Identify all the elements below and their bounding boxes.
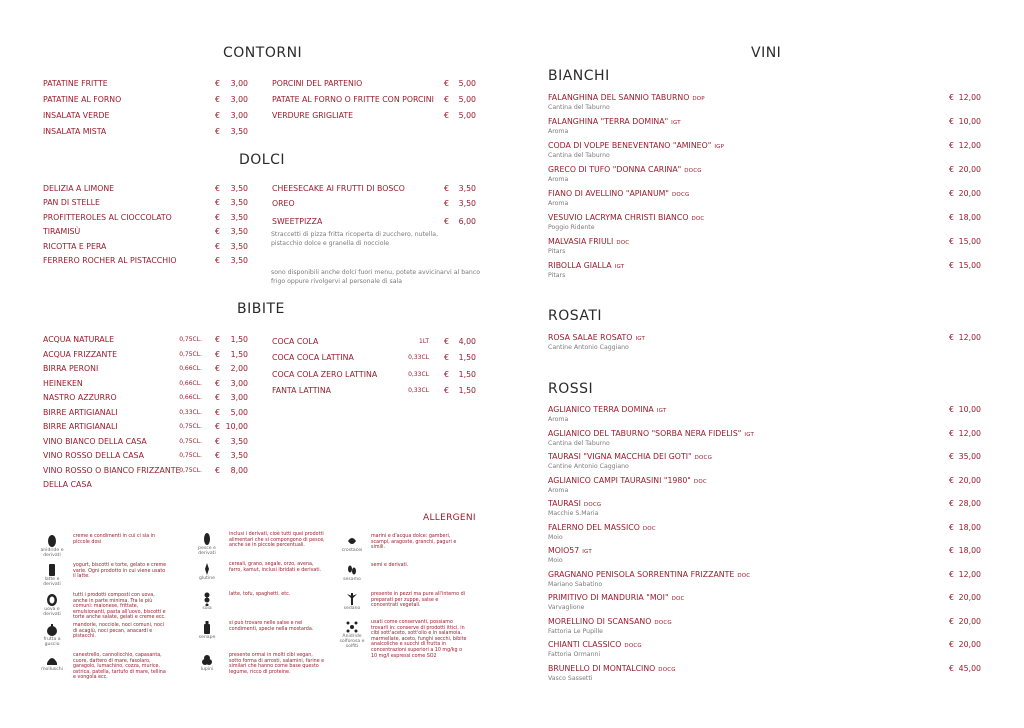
euro-sign: € — [444, 369, 449, 379]
menu-item-size: 0,33CL — [408, 386, 429, 394]
menu-item-name: BIRRE ARTIGIANALI — [43, 407, 118, 417]
menu-item-name: PATATE AL FORNO O FRITTE CON PORCINI — [272, 95, 434, 104]
wine-denomination: DOCG — [583, 502, 602, 508]
euro-sign: € — [949, 640, 954, 649]
wine-producer: Cantina del Taburno — [548, 439, 610, 447]
wine-name: FALERNO DEL MASSICO DOC — [548, 522, 656, 532]
wine-price: 10,00 — [958, 117, 981, 126]
wine-denomination: IGT — [582, 549, 592, 555]
menu-item-name: COCA COLA ZERO LATTINA — [272, 369, 378, 379]
wine-price: 20,00 — [958, 189, 981, 198]
euro-sign: € — [949, 93, 954, 102]
wine-denomination: DOCG — [672, 192, 690, 198]
mustard-jar-icon — [201, 620, 213, 634]
menu-item-size: 0,33CL — [408, 354, 429, 362]
shellfish-icon — [46, 652, 58, 666]
euro-sign: € — [949, 117, 954, 126]
wine-producer: Aroma — [548, 200, 569, 207]
euro-sign: € — [949, 475, 954, 485]
allergen-description: yogurt, biscotti e torte, gelato e creme varie. Ogni prodotto in cui viene usato il latte. — [73, 563, 167, 580]
euro-sign: € — [949, 616, 954, 626]
menu-item-name: INSALATA VERDE — [43, 111, 110, 120]
wine-producer: Pitars — [548, 248, 566, 255]
menu-item-name: TIRAMISÙ — [43, 227, 81, 237]
allergen-label: anidride e derivati — [40, 548, 64, 558]
bibite-title: BIBITE — [237, 301, 285, 317]
menu-item-name: SWEETPIZZA — [272, 217, 323, 226]
wine-name: TAURASI DOCG — [548, 499, 602, 508]
allergen-label: latte e derivati — [43, 577, 61, 587]
menu-item-name: ACQUA NATURALE — [43, 335, 115, 344]
euro-sign: € — [949, 452, 954, 461]
vini-title: VINI — [751, 45, 782, 61]
peanut-icon — [46, 533, 58, 547]
wine-denomination: IGT — [614, 264, 625, 270]
allergen-description: presente in pezzi ma pure all'interno di preparati per zuppe, salse e concentrati vegetali. — [371, 592, 465, 609]
menu-item-size: 0,66CL. — [179, 394, 202, 401]
menu-item-name: FERRERO ROCHER AL PISTACCHIO — [43, 256, 177, 265]
wine-price: 15,00 — [958, 261, 981, 270]
wine-denomination: DOCG — [658, 666, 676, 673]
euro-sign: € — [949, 663, 954, 673]
wine-name: CHIANTI CLASSICO DOCG — [548, 640, 642, 649]
allergen-label: pesce e derivati — [198, 546, 216, 556]
menu-item-name: COCA COLA — [272, 337, 319, 346]
allergen-label: lupini — [200, 667, 214, 672]
menu-item-price: 3,50 — [458, 184, 476, 193]
wine-denomination: DOP — [692, 96, 705, 102]
menu-item-name: VINO BIANCO DELLA CASA — [43, 436, 147, 446]
menu-item-price: 6,00 — [458, 217, 476, 226]
menu-item-price: 3,00 — [230, 95, 248, 104]
menu-item-name: CHEESECAKE AI FRUTTI DI BOSCO — [272, 184, 405, 193]
wine-price: 35,00 — [958, 452, 981, 461]
euro-sign: € — [215, 241, 220, 251]
wine-denomination: DOCG — [654, 619, 672, 626]
wine-producer: Moio — [548, 533, 563, 541]
wheat-icon — [201, 561, 213, 575]
allergen-description: inclusi i derivati, cioè tutti quei prodotti alimentari che si compongono di pesce, anche se in piccole percentuali. — [229, 532, 325, 549]
euro-sign: € — [444, 217, 449, 226]
menu-item-price: 1,50 — [458, 385, 476, 395]
menu-item-price: 3,50 — [458, 199, 476, 208]
menu-item-name: INSALATA MISTA — [43, 127, 107, 136]
wine-denomination: IGT — [635, 336, 646, 342]
dolci-title: DOLCI — [239, 152, 286, 168]
allergen-description: latte, tofu, spaghetti, etc. — [229, 592, 291, 597]
menu-item-name: PATATINE FRITTE — [43, 79, 108, 88]
menu-item-price: 8,00 — [230, 465, 248, 475]
euro-sign: € — [444, 337, 449, 346]
euro-sign: € — [215, 422, 220, 431]
allergen-description: creme e condimenti in cui ci sia in piccole dosi — [73, 534, 156, 545]
menu-item-name: DELIZIA A LIMONE — [43, 184, 115, 193]
allergen-description: canestrello, cannolicchio, capasanta, cuore, dattero di mare, fasolaro, garagolo, lumachino, cozza, murice, ostrica, patella, tartufo di mare, tellina e vongola ecc. — [73, 653, 166, 681]
wine-price: 12,00 — [958, 141, 981, 150]
wine-denomination: DOC — [671, 596, 685, 602]
menu-item-size: 1LT — [419, 338, 429, 345]
menu-item-price: 3,50 — [230, 184, 248, 193]
euro-sign: € — [215, 465, 220, 475]
euro-sign: € — [215, 184, 220, 193]
menu-item-name: FANTA LATTINA — [272, 385, 332, 395]
wine-name: TAURASI "VIGNA MACCHIA DEI GOTI" DOCG — [548, 452, 713, 461]
menu-item-price: 5,00 — [458, 111, 476, 120]
wine-name: BRUNELLO DI MONTALCINO DOCG — [548, 663, 676, 673]
wine-name: FIANO DI AVELLINO "APIANUM" DOCG — [548, 189, 690, 198]
menu-item-name: OREO — [272, 199, 295, 208]
euro-sign: € — [949, 333, 954, 342]
euro-sign: € — [949, 593, 954, 602]
euro-sign: € — [215, 349, 220, 359]
wine-name: AGLIANICO TERRA DOMINA IGT — [548, 405, 667, 414]
euro-sign: € — [444, 79, 449, 88]
wine-denomination: IGT — [656, 408, 667, 414]
euro-sign: € — [949, 405, 954, 414]
euro-sign: € — [444, 385, 449, 395]
wine-denomination: DOC — [616, 240, 630, 246]
euro-sign: € — [215, 378, 220, 388]
euro-sign: € — [444, 199, 449, 208]
wine-producer: Pitars — [548, 272, 566, 279]
menu-item-price: 3,00 — [230, 393, 248, 402]
menu-item-size: 0,75CL. — [179, 423, 202, 430]
wine-name: PRIMITIVO DI MANDURIA "MOI" DOC — [548, 593, 685, 602]
allergen-description: presente ormai in molti cibi vegan, sotto forma di arrosti, salamini, farine e similari che hanno come base questo legume, ricco di proteine. — [229, 653, 325, 675]
menu-item-price: 1,50 — [230, 349, 248, 359]
celery-icon — [346, 591, 358, 605]
allergen-description: semi e derivati. — [371, 563, 409, 568]
euro-sign: € — [215, 95, 220, 104]
wine-name: MALVASIA FRIULI DOC — [548, 237, 630, 246]
menu-item-price: 3,50 — [230, 256, 248, 265]
menu-item-size: 0,75CL. — [179, 466, 202, 474]
wine-price: 20,00 — [958, 640, 981, 649]
menu-item-name: PAN DI STELLE — [43, 198, 100, 208]
menu-item-price: 3,00 — [230, 79, 248, 88]
menu-item-name: PATATINE AL FORNO — [43, 95, 122, 104]
menu-item-name: BIRRA PERONI — [43, 364, 99, 373]
allergen-label: senape — [198, 635, 216, 640]
wine-price: 12,00 — [958, 333, 981, 342]
euro-sign: € — [949, 428, 954, 438]
menu-item-name: RICOTTA E PERA — [43, 241, 107, 251]
wine-producer: Poggio Ridente — [548, 224, 595, 231]
euro-sign: € — [949, 546, 954, 555]
wine-producer: Varvaglione — [548, 604, 585, 611]
wine-producer: Fattoria Ormanni — [548, 651, 601, 658]
menu-item-size: 0,75CL. — [179, 437, 202, 445]
wine-name: GRAGNANO PENISOLA SORRENTINA FRIZZANTE DOC — [548, 569, 751, 579]
euro-sign: € — [215, 212, 220, 222]
wine-denomination: IGT — [671, 120, 681, 126]
euro-sign: € — [949, 569, 954, 579]
wine-name: ROSA SALAE ROSATO IGT — [548, 333, 646, 342]
wine-denomination: DOCG — [694, 455, 713, 461]
wine-producer: Aroma — [548, 486, 569, 494]
menu-item-price: 3,50 — [230, 436, 248, 446]
menu-item-price: 3,50 — [230, 241, 248, 251]
allergen-label: Anidride solforosa e solfiti — [339, 634, 365, 649]
menu-item-price: 1,50 — [458, 369, 476, 379]
wine-denomination: IGP — [714, 144, 725, 150]
menu-item-name: VERDURE GRIGLIATE — [272, 111, 354, 120]
wine-producer: Cantine Antonio Caggiano — [548, 463, 629, 470]
wine-denomination: DOC — [691, 216, 705, 222]
euro-sign: € — [215, 436, 220, 446]
wine-producer: Aroma — [548, 176, 569, 183]
euro-sign: € — [444, 95, 449, 104]
euro-sign: € — [949, 141, 954, 150]
menu-item-size: 0,66CL. — [179, 379, 202, 387]
wine-denomination: DOCG — [684, 168, 702, 174]
wine-denomination: IGT — [744, 431, 755, 438]
sesame-icon — [346, 562, 358, 576]
euro-sign: € — [215, 127, 220, 136]
wine-producer: Cantina del Taburno — [548, 104, 610, 111]
allergen-description: si può trovare nelle salse e nei condimenti, specie nella mostarda. — [229, 621, 314, 632]
allergen-label: uova e derivati — [43, 607, 61, 617]
menu-item-price: 3,00 — [230, 111, 248, 120]
euro-sign: € — [949, 189, 954, 198]
menu-item-price: 10,00 — [225, 422, 248, 431]
euro-sign: € — [215, 364, 220, 373]
wine-name: VESUVIO LACRYMA CHRISTI BIANCO DOC — [548, 213, 705, 222]
rosati-title: ROSATI — [548, 308, 603, 324]
menu-item-name: NASTRO AZZURRO — [43, 393, 117, 402]
menu-item-price: 5,00 — [230, 407, 248, 417]
allergen-description: marini e d'acqua dolce: gamberi, scampi, aragoste, granchi, paguri e simili. — [371, 534, 457, 551]
menu-item-name: PROFITTEROLES AL CIOCCOLATO — [43, 212, 172, 222]
wine-price: 20,00 — [958, 593, 981, 602]
wine-price: 12,00 — [958, 569, 981, 579]
euro-sign: € — [215, 451, 220, 460]
menu-item-name: HEINEKEN — [43, 378, 83, 388]
euro-sign: € — [215, 198, 220, 208]
euro-sign: € — [215, 227, 220, 237]
menu-item-name: PORCINI DEL PARTENIO — [272, 79, 363, 88]
menu-item-price: 3,50 — [230, 227, 248, 237]
wine-producer: Cantina del Taburno — [548, 152, 610, 159]
wine-denomination: DOC — [737, 572, 751, 579]
fish-icon — [201, 531, 213, 545]
milk-bottle-icon — [46, 562, 58, 576]
wine-price: 45,00 — [958, 663, 981, 673]
wine-producer: Macchie S.Maria — [548, 510, 599, 517]
wine-name: MOIO57 IGT — [548, 546, 592, 555]
euro-sign: € — [949, 237, 954, 246]
menu-item-price: 3,50 — [230, 212, 248, 222]
menu-item-price: 3,50 — [230, 451, 248, 460]
menu-item-price: 5,00 — [458, 79, 476, 88]
menu-item-size: 0,75CL. — [179, 350, 202, 358]
wine-name: RIBOLLA GIALLA IGT — [548, 261, 625, 270]
allergen-label: frutta a guscio — [43, 637, 61, 647]
wine-price: 18,00 — [958, 213, 981, 222]
wine-denomination: DOC — [693, 478, 707, 485]
menu-item-name: VINO ROSSO DELLA CASA — [43, 451, 144, 460]
euro-sign: € — [215, 79, 220, 88]
wine-producer: Aroma — [548, 128, 569, 135]
menu-item-price: 2,00 — [230, 364, 248, 373]
menu-item-name: BIRRE ARTIGIANALI — [43, 422, 118, 431]
rossi-title: ROSSI — [548, 381, 594, 397]
wine-name: FALANGHINA "TERRA DOMINA" IGT — [548, 117, 681, 126]
wine-name: MORELLINO DI SCANSANO DOCG — [548, 616, 672, 626]
wine-producer: Fattoria Le Pupille — [548, 627, 603, 635]
contorni-title: CONTORNI — [223, 45, 303, 61]
euro-sign: € — [949, 522, 954, 532]
euro-sign: € — [949, 165, 954, 174]
egg-icon — [46, 592, 58, 606]
wine-name: FALANGHINA DEL SANNIO TABURNO DOP — [548, 93, 705, 102]
wine-price: 20,00 — [958, 616, 981, 626]
wine-price: 15,00 — [958, 237, 981, 246]
menu-item-price: 1,50 — [458, 353, 476, 363]
wine-price: 20,00 — [958, 475, 981, 485]
wine-price: 20,00 — [958, 165, 981, 174]
crustacean-icon — [346, 533, 358, 547]
wine-price: 18,00 — [958, 522, 981, 532]
menu-item-size: 0,33CL — [408, 370, 429, 378]
euro-sign: € — [949, 499, 954, 508]
wine-producer: Mariano Sabatino — [548, 580, 603, 588]
lupin-icon — [201, 652, 213, 666]
wine-price: 18,00 — [958, 546, 981, 555]
sulphite-molecule-icon — [346, 619, 358, 633]
euro-sign: € — [949, 261, 954, 270]
wine-producer: Cantine Antonio Caggiano — [548, 344, 629, 351]
menu-item-size: 0,75CL. — [179, 452, 202, 459]
nut-icon — [46, 622, 58, 636]
menu-item-price: 3,50 — [230, 198, 248, 208]
menu-item-size: 0,66CL. — [179, 365, 202, 372]
wine-denomination: DOC — [642, 525, 656, 532]
wine-producer: Vasco Sassetti — [548, 674, 593, 682]
menu-item-size: 0,33CL. — [179, 408, 202, 416]
menu-item-price: 1,50 — [230, 335, 248, 344]
euro-sign: € — [444, 111, 449, 120]
euro-sign: € — [215, 407, 220, 417]
wine-name: CODA DI VOLPE BENEVENTANO "AMINEO" IGP — [548, 141, 725, 150]
menu-item-price: 4,00 — [458, 337, 476, 346]
wine-producer: Moio — [548, 557, 563, 564]
dolci-note: sono disponibili anche dolci fuori menu, potete avvicinarvi al banco frigo oppure rivolgervi al personale di sala — [271, 269, 481, 285]
allergen-description: cereali, grano, segale, orzo, avena, farro, kamut, inclusi ibridati e derivati. — [229, 562, 322, 573]
menu-item-name: ACQUA FRIZZANTE — [43, 349, 118, 359]
wine-price: 12,00 — [958, 428, 981, 438]
wine-price: 10,00 — [958, 405, 981, 414]
wine-name: AGLIANICO CAMPI TAURASINI "1980" DOC — [548, 475, 707, 485]
euro-sign: € — [215, 111, 220, 120]
menu-item-price: 3,00 — [230, 378, 248, 388]
allergen-label: sedano — [343, 606, 361, 611]
allergen-label: molluschi — [41, 667, 63, 672]
euro-sign: € — [215, 335, 220, 344]
wine-price: 28,00 — [958, 499, 981, 508]
wine-price: 12,00 — [958, 93, 981, 102]
bibite-last-line2: DELLA CASA — [43, 480, 92, 489]
menu-item-name: VINO ROSSO O BIANCO FRIZZANTE — [43, 465, 181, 475]
allergen-description: usati come conservanti, possiamo trovarli in: conserve di prodotti ittici, in cibi sott'aceto, sott'olio e in salamoia, marmellate, aceto, funghi secchi, bibite analcoliche e succhi di frutta in concentrazioni superiori a 10 mg/kg o 10 mg/l espressi come SO2 — [371, 620, 467, 659]
soy-icon — [201, 591, 213, 605]
allergen-label: soia — [202, 606, 212, 611]
menu-item-size: 0,75CL. — [179, 336, 202, 343]
euro-sign: € — [949, 213, 954, 222]
allergen-description: mandorle, nocciole, noci comuni, noci di acagiù, noci pecan, anacardi e pistacchi. — [73, 623, 164, 640]
euro-sign: € — [215, 393, 220, 402]
euro-sign: € — [444, 353, 449, 363]
menu-item-name: COCA COCA LATTINA — [272, 353, 354, 363]
wine-name: GRECO DI TUFO "DONNA CARINA" DOCG — [548, 165, 702, 174]
euro-sign: € — [444, 184, 449, 193]
wine-producer: Aroma — [548, 416, 569, 423]
sweetpizza-description: Straccetti di pizza fritta ricoperta di zucchero, nutella, pistacchio dolce e granella di nocciole — [271, 231, 439, 247]
allergen-label: glutine — [199, 576, 215, 581]
menu-item-price: 3,50 — [230, 127, 248, 136]
bianchi-title: BIANCHI — [548, 68, 610, 84]
wine-denomination: DOCG — [624, 643, 642, 649]
allergen-description: tutti i prodotti composti con uova, anche in parte minima. Tra le più comuni: maionese, frittate, emulsionanti, pasta all'uovo, biscotti e torte anche salate, gelati e creme ecc. — [73, 593, 166, 621]
menu-item-price: 5,00 — [458, 95, 476, 104]
allergen-label: crostacei — [341, 548, 363, 553]
allergen-label: sesamo — [343, 577, 361, 582]
euro-sign: € — [215, 256, 220, 265]
wine-name: AGLIANICO DEL TABURNO "SORBA NERA FIDELIS" IGT — [548, 428, 755, 438]
allergeni-title: ALLERGENI — [423, 513, 476, 523]
